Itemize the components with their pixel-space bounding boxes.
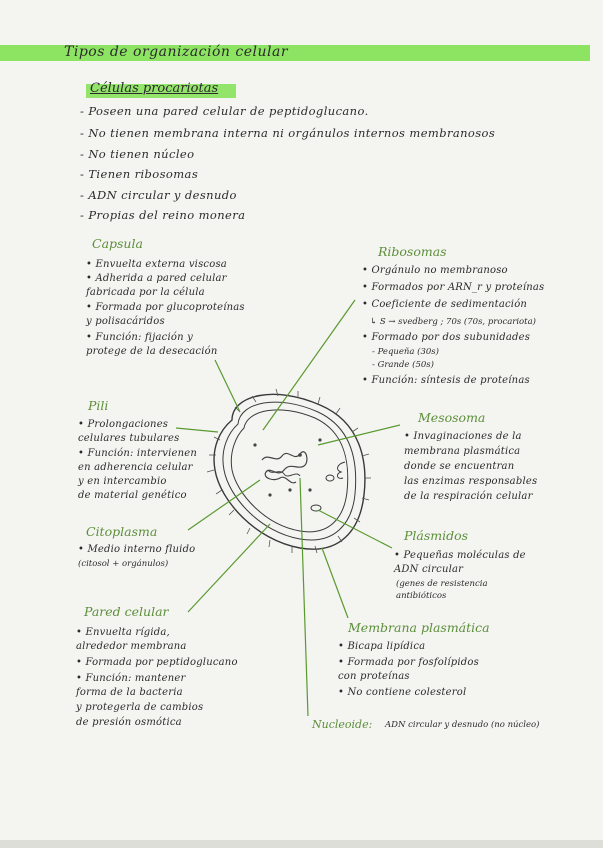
pili-heading: Pili bbox=[88, 398, 109, 413]
membrana-line: • Formada por fosfolípidos bbox=[338, 657, 479, 668]
intro-line: - Propias del reino monera bbox=[80, 208, 246, 222]
pointer-pili bbox=[176, 428, 218, 432]
bacteria-capsule bbox=[214, 394, 365, 549]
mesosoma bbox=[337, 462, 345, 478]
plasmidos-line: ADN circular bbox=[394, 564, 464, 575]
pointer-plasmidos bbox=[318, 510, 392, 548]
pared-line: • Formada por peptidoglucano bbox=[76, 657, 238, 668]
ribosomas-line: ↳ S → svedberg ; 70s (70s, procariota) bbox=[370, 317, 536, 327]
intro-line: - No tienen núcleo bbox=[80, 147, 195, 161]
ribosomas-line: • Formado por dos subunidades bbox=[362, 332, 531, 343]
pili-line: • Prolongaciones bbox=[78, 419, 169, 430]
membrana-heading: Membrana plasmática bbox=[348, 620, 490, 635]
intro-line: - Poseen una pared celular de peptidoglucano. bbox=[80, 104, 369, 118]
mesosoma-line: las enzimas responsables bbox=[404, 476, 538, 487]
pili-line: • Función: intervienen bbox=[78, 448, 198, 459]
capsula-line: • Formada por glucoproteínas bbox=[86, 302, 245, 313]
pili-line: y en intercambio bbox=[78, 476, 167, 487]
nucleoide-heading: Nucleoide: bbox=[312, 718, 373, 731]
mesosoma-line: donde se encuentran bbox=[404, 461, 515, 472]
mesosoma-line: de la respiración celular bbox=[404, 491, 533, 502]
pili-line: en adherencia celular bbox=[78, 462, 193, 473]
pointer-capsula bbox=[215, 360, 240, 412]
pili-line: de material genético bbox=[78, 490, 187, 501]
pointer-lines bbox=[176, 300, 400, 716]
ribosomas-line: - Pequeña (30s) bbox=[372, 347, 439, 357]
bacteria-membrane bbox=[231, 410, 347, 532]
capsula-line: • Envuelta externa viscosa bbox=[86, 259, 227, 270]
ribosomas-line: • Formados por ARN_r y proteínas bbox=[362, 282, 545, 293]
intro-line: - ADN circular y desnudo bbox=[80, 188, 237, 202]
pared-line: de presión osmótica bbox=[76, 717, 182, 728]
ribosomas-line: • Coeficiente de sedimentación bbox=[362, 299, 528, 310]
pared-line: • Función: mantener bbox=[76, 673, 186, 684]
capsula-heading: Capsula bbox=[92, 236, 143, 251]
ribosomas-line: - Grande (50s) bbox=[372, 360, 434, 370]
membrana-line: • No contiene colesterol bbox=[338, 687, 467, 698]
capsula-line: • Adherida a pared celular bbox=[86, 273, 227, 284]
capsula-line: y polisacáridos bbox=[86, 316, 165, 327]
page-title: Tipos de organización celular bbox=[64, 44, 289, 60]
pared-heading: Pared celular bbox=[84, 604, 169, 619]
mesosoma-line: membrana plasmática bbox=[404, 446, 521, 457]
section-subtitle: Células procariotas bbox=[90, 81, 219, 96]
pointer-membrana bbox=[322, 548, 348, 618]
membrana-line: • Bicapa lipídica bbox=[338, 641, 426, 652]
mesosoma-heading: Mesosoma bbox=[418, 410, 486, 425]
pointer-nucleoide bbox=[300, 478, 308, 716]
pared-line: alrededor membrana bbox=[76, 641, 187, 652]
intro-line: - Tienen ribosomas bbox=[80, 167, 199, 181]
citoplasma-line: (citosol + orgánulos) bbox=[78, 559, 169, 569]
citoplasma-line: • Medio interno fluido bbox=[78, 544, 196, 555]
capsula-line: fabricada por la célula bbox=[86, 287, 205, 298]
mesosoma-line: • Invaginaciones de la bbox=[404, 431, 522, 442]
plasmid bbox=[326, 475, 334, 481]
plasmidos-line: • Pequeñas moléculas de bbox=[394, 550, 526, 561]
ribosomas-line: • Orgánulo no membranoso bbox=[362, 265, 508, 276]
pili-line: celulares tubulares bbox=[78, 433, 180, 444]
nucleoide-text: ADN circular y desnudo (no núcleo) bbox=[385, 720, 540, 730]
pared-line: forma de la bacteria bbox=[76, 687, 183, 698]
capsula-line: • Función: fijación y bbox=[86, 332, 193, 343]
ribosomas-line: • Función: síntesis de proteínas bbox=[362, 375, 530, 386]
intro-line: - No tienen membrana interna ni orgánulos internos membranosos bbox=[80, 126, 496, 140]
pared-line: • Envuelta rígida, bbox=[76, 627, 170, 638]
plasmidos-line: (genes de resistencia bbox=[396, 579, 488, 589]
pared-line: y protegerla de cambios bbox=[76, 702, 204, 713]
pointer-pared bbox=[188, 524, 270, 612]
plasmidos-line: antibióticos bbox=[396, 591, 447, 601]
membrana-line: con proteínas bbox=[338, 671, 410, 682]
ribosomas-heading: Ribosomas bbox=[378, 244, 447, 259]
capsula-line: protege de la desecación bbox=[86, 346, 218, 357]
plasmidos-heading: Plásmidos bbox=[404, 528, 469, 543]
pointer-ribosomas bbox=[263, 300, 355, 430]
citoplasma-heading: Citoplasma bbox=[86, 524, 158, 539]
